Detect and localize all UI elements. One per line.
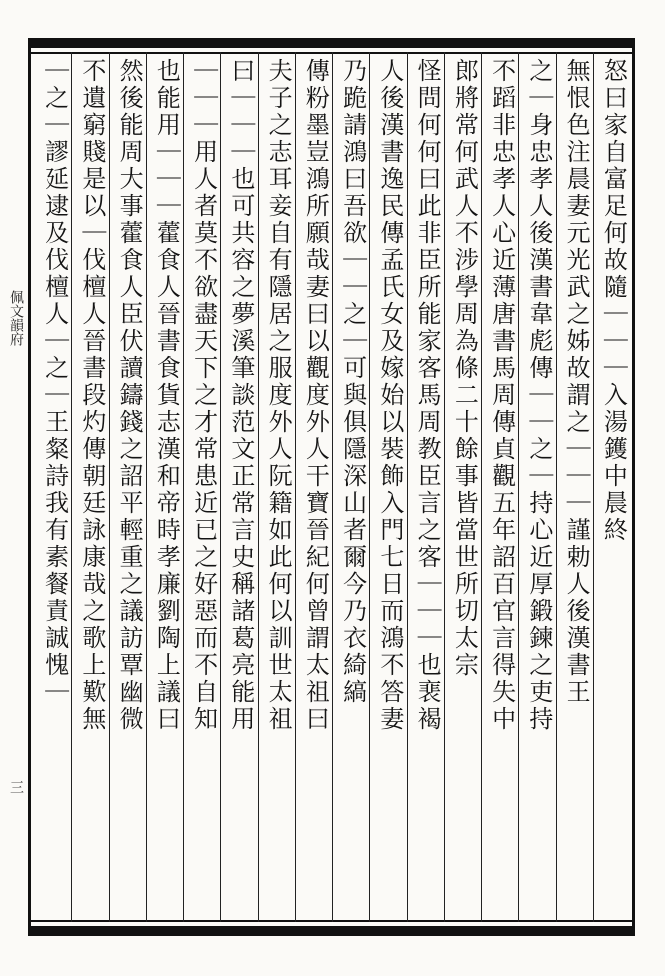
text-column: 人後漢書逸民傳孟氏女及嫁始以裝飾入門七日而鴻不答妻 xyxy=(375,58,404,733)
margin-label: 佩文韻府 xyxy=(8,290,24,346)
text-column: 夫子之志耳妾自有隱居之服度外人阮籍如此何以訓世太祖 xyxy=(264,58,293,733)
column-divider xyxy=(593,52,594,922)
column-divider xyxy=(407,52,408,922)
column-divider xyxy=(183,52,184,922)
column-divider xyxy=(220,52,221,922)
text-column: 也能用｜｜｜藿食人晉書食貨志漢和帝時孝廉劉陶上議曰 xyxy=(152,58,181,733)
text-column: 曰｜｜｜也可共容之夢溪筆談范文正常言史稱諸葛亮能用 xyxy=(226,58,255,733)
column-divider xyxy=(109,52,110,922)
text-column: 之｜身忠孝人後漢書韋彪傳｜｜之｜持心近厚鍛鍊之吏持 xyxy=(524,58,553,733)
text-column: 郎將常何武人不涉學周為條二十餘事皆當世所切太宗 xyxy=(450,58,479,679)
text-column: 不遺窮賤是以｜伐檀人晉書段灼傳朝廷詠康哉之歌上歎無 xyxy=(77,58,106,733)
column-divider xyxy=(369,52,370,922)
text-column: 不蹈非忠孝人心近薄唐書馬周傳貞觀五年詔百官言得失中 xyxy=(487,58,516,733)
text-column: 然後能周大事藿食人臣伏讀鑄錢之詔平輕重之議訪覃幽微 xyxy=(115,58,144,733)
bottom-border-rule xyxy=(28,926,635,936)
text-column: ｜｜｜用人者莫不欲盡天下之才常患近已之好惡而不自知 xyxy=(189,58,218,733)
text-column: 傳粉墨豈鴻所願哉妻曰以觀度外人干寶晉紀何曾謂太祖曰 xyxy=(301,58,330,733)
text-column: 無恨色注晨妻元光武之姊故謂之｜｜｜謹勅人後漢書王 xyxy=(562,58,591,706)
column-divider xyxy=(146,52,147,922)
top-border-rule xyxy=(28,38,635,48)
text-column: 怒曰家自富足何故隨｜｜｜入湯鑊中晨終 xyxy=(599,58,628,544)
text-column: 乃跪請鴻曰吾欲｜｜之｜可與俱隱深山者爾今乃衣綺縞 xyxy=(338,58,367,706)
column-divider xyxy=(556,52,557,922)
column-divider xyxy=(295,52,296,922)
column-divider xyxy=(518,52,519,922)
column-divider xyxy=(71,52,72,922)
column-divider xyxy=(332,52,333,922)
column-divider xyxy=(444,52,445,922)
text-column: ｜之｜謬延逮及伐檀人｜之｜王粲詩我有素餐責誠愧｜ xyxy=(40,58,69,706)
margin-page-number: 三 xyxy=(8,780,24,794)
column-divider xyxy=(258,52,259,922)
text-column: 怪問何何曰此非臣所能家客馬周教臣言之客｜｜｜也裵褐 xyxy=(413,58,442,733)
column-divider xyxy=(481,52,482,922)
